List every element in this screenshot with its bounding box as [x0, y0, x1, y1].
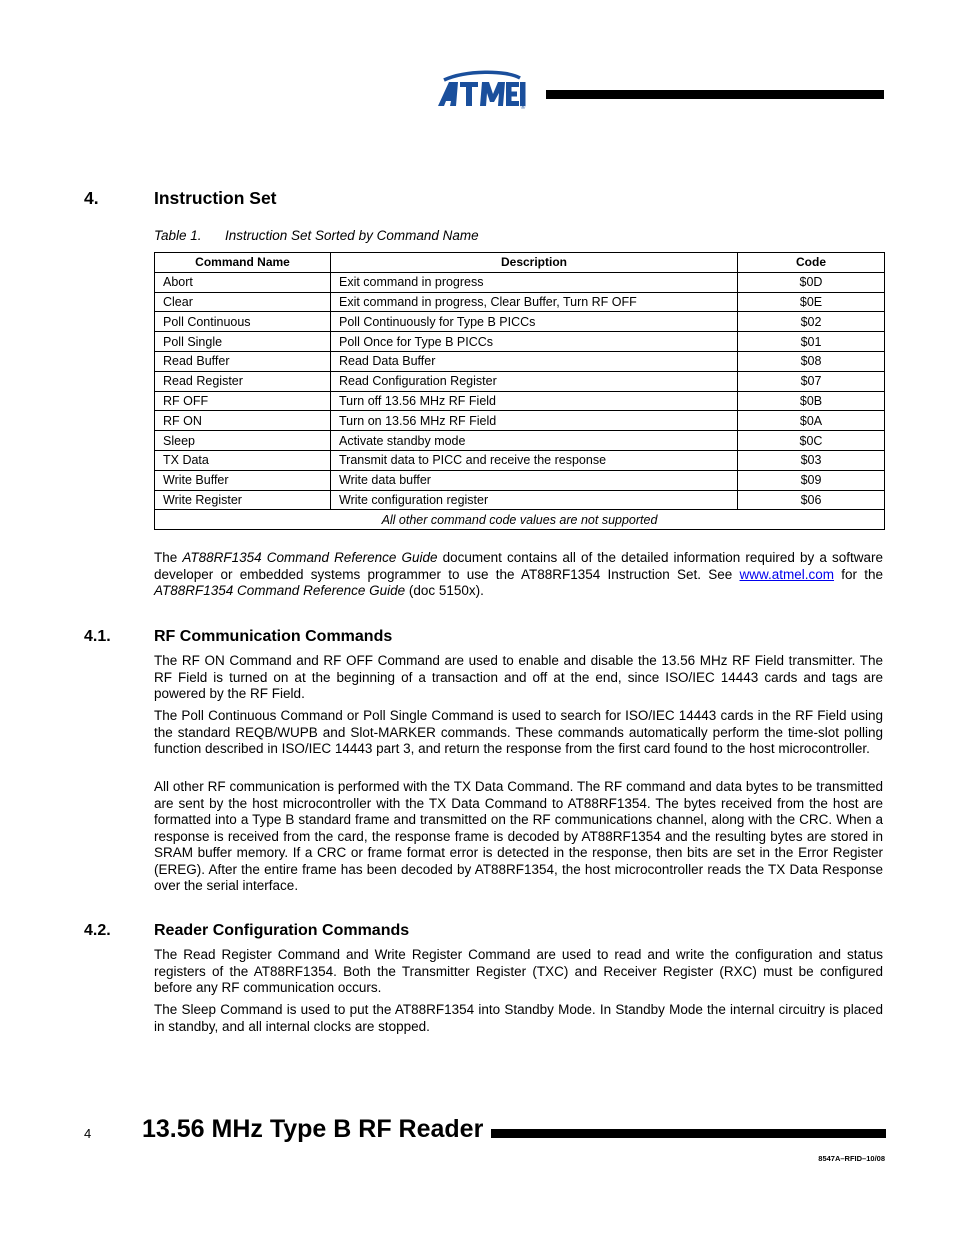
- description-cell: Exit command in progress, Clear Buffer, Turn RF OFF: [331, 292, 738, 312]
- description-cell: Turn on 13.56 MHz RF Field: [331, 411, 738, 431]
- table-row: [155, 332, 885, 352]
- intro-paragraph: [154, 550, 883, 600]
- command-name-cell: Read Buffer: [155, 351, 331, 371]
- table-caption-text: Instruction Set Sorted by Command Name: [225, 228, 479, 243]
- subsection-number: 4.2.: [84, 922, 111, 939]
- command-name-cell: Abort: [155, 272, 331, 292]
- description-cell: Read Configuration Register: [331, 371, 738, 391]
- footer-rule: [491, 1129, 886, 1138]
- instruction-set-table: [154, 252, 885, 530]
- paragraph: The Read Register Command and Write Register Command are used to read and write the configuration and status registers of the AT88RF1354. Both the Transmitter Register (TXC) and Receiver Register (RXC) must be configured before any RF communication occurs.: [154, 947, 883, 995]
- intro-text: (doc 5150x).: [405, 583, 484, 598]
- paragraph: All other RF communication is performed with the TX Data Command. The RF command and data bytes to be transmitted are sent by the host microcontroller with the TX Data Command to AT88RF1354. The bytes received from the host are formatted into a Type B standard frame and transmitted on the RF communications channel, along with the CRC. When a response is received from the card, the response frame is decoded by AT88RF1354 and the resulting bytes are stored in SRAM buffer memory. If a CRC or frame format error is detected in the response, then bits are set in the Error Register (EREG). After the entire frame has been decoded by AT88RF1354, the host microcontroller reads the TX Data Response over the serial interface.: [154, 779, 883, 893]
- description-cell: Transmit data to PICC and receive the response: [331, 450, 738, 470]
- atmel-website-link[interactable]: www.atmel.com: [739, 566, 835, 582]
- table-row: [155, 490, 885, 510]
- table-row: [155, 470, 885, 490]
- code-cell: $0A: [738, 411, 885, 431]
- code-cell: $01: [738, 332, 885, 352]
- subsection-number: 4.1.: [84, 628, 111, 645]
- command-name-cell: RF OFF: [155, 391, 331, 411]
- code-cell: $08: [738, 351, 885, 371]
- table-row: [155, 351, 885, 371]
- column-header: Description: [331, 253, 738, 273]
- column-header: Command Name: [155, 253, 331, 273]
- paragraph: The RF ON Command and RF OFF Command are used to enable and disable the 13.56 MHz RF Field transmitter. The RF Field is turned on at the beginning of a transaction and off at the end, since ISO/IEC 14443 cards and tags are powered by the RF Field.: [154, 653, 883, 701]
- command-name-cell: RF ON: [155, 411, 331, 431]
- code-cell: $03: [738, 450, 885, 470]
- command-name-cell: Poll Continuous: [155, 312, 331, 332]
- intro-text: for the: [834, 566, 883, 582]
- description-cell: Poll Once for Type B PICCs: [331, 332, 738, 352]
- command-name-cell: Write Buffer: [155, 470, 331, 490]
- table-row: [155, 292, 885, 312]
- column-header: Code: [738, 253, 885, 273]
- description-cell: Write data buffer: [331, 470, 738, 490]
- intro-text: document contains all of the detailed information required by a software developer or embedded systems programmer to use the AT88RF1354 Instruction Set. See: [154, 550, 883, 582]
- code-cell: $07: [738, 371, 885, 391]
- table-row: [155, 431, 885, 451]
- code-cell: $02: [738, 312, 885, 332]
- section-number: 4.: [84, 188, 99, 208]
- table-body: [155, 272, 885, 529]
- command-name-cell: Read Register: [155, 371, 331, 391]
- page-number: 4: [84, 1126, 92, 1141]
- table-footnote-row: [155, 510, 885, 530]
- code-cell: $09: [738, 470, 885, 490]
- command-name-cell: Sleep: [155, 431, 331, 451]
- paragraph: The Poll Continuous Command or Poll Single Command is used to search for ISO/IEC 14443 cards in the RF Field using the standard REQB/WUPB and Slot-MARKER commands. These commands automatically perform the time-slot polling function described in ISO/IEC 14443 part 3, and return the response from the first card found to the host microcontroller.: [154, 708, 883, 756]
- table-caption: [154, 228, 479, 243]
- command-name-cell: Clear: [155, 292, 331, 312]
- document-code: 8547A–RFID–10/08: [818, 1154, 885, 1163]
- table-row: [155, 272, 885, 292]
- atmel-logo: [436, 68, 528, 110]
- paragraph: The Sleep Command is used to put the AT88RF1354 into Standby Mode. In Standby Mode the internal circuitry is placed in standby, and all internal clocks are stopped.: [154, 1002, 883, 1034]
- header-rule: [546, 90, 884, 99]
- section-title: Instruction Set: [154, 188, 277, 208]
- command-name-cell: TX Data: [155, 450, 331, 470]
- table-caption-label: Table 1.: [154, 228, 202, 243]
- description-cell: Turn off 13.56 MHz RF Field: [331, 391, 738, 411]
- code-cell: $06: [738, 490, 885, 510]
- command-name-cell: Poll Single: [155, 332, 331, 352]
- table-row: [155, 312, 885, 332]
- guide-name: AT88RF1354 Command Reference Guide: [154, 583, 406, 598]
- description-cell: Write configuration register: [331, 490, 738, 510]
- subsection-title: Reader Configuration Commands: [154, 922, 410, 939]
- code-cell: $0B: [738, 391, 885, 411]
- subsection-title: RF Communication Commands: [154, 628, 393, 645]
- intro-text: The: [154, 550, 183, 565]
- guide-name: AT88RF1354 Command Reference Guide: [182, 550, 438, 565]
- code-cell: $0C: [738, 431, 885, 451]
- description-cell: Poll Continuously for Type B PICCs: [331, 312, 738, 332]
- description-cell: Read Data Buffer: [331, 351, 738, 371]
- code-cell: $0D: [738, 272, 885, 292]
- description-cell: Activate standby mode: [331, 431, 738, 451]
- table-header-row: [155, 253, 885, 273]
- table-row: [155, 411, 885, 431]
- code-cell: $0E: [738, 292, 885, 312]
- command-name-cell: Write Register: [155, 490, 331, 510]
- footer-title: 13.56 MHz Type B RF Reader: [142, 1115, 484, 1143]
- table-row: [155, 391, 885, 411]
- table-row: [155, 450, 885, 470]
- description-cell: Exit command in progress: [331, 272, 738, 292]
- table-row: [155, 371, 885, 391]
- registered-mark: ®: [520, 104, 526, 110]
- table-footnote: All other command code values are not supported: [155, 510, 885, 530]
